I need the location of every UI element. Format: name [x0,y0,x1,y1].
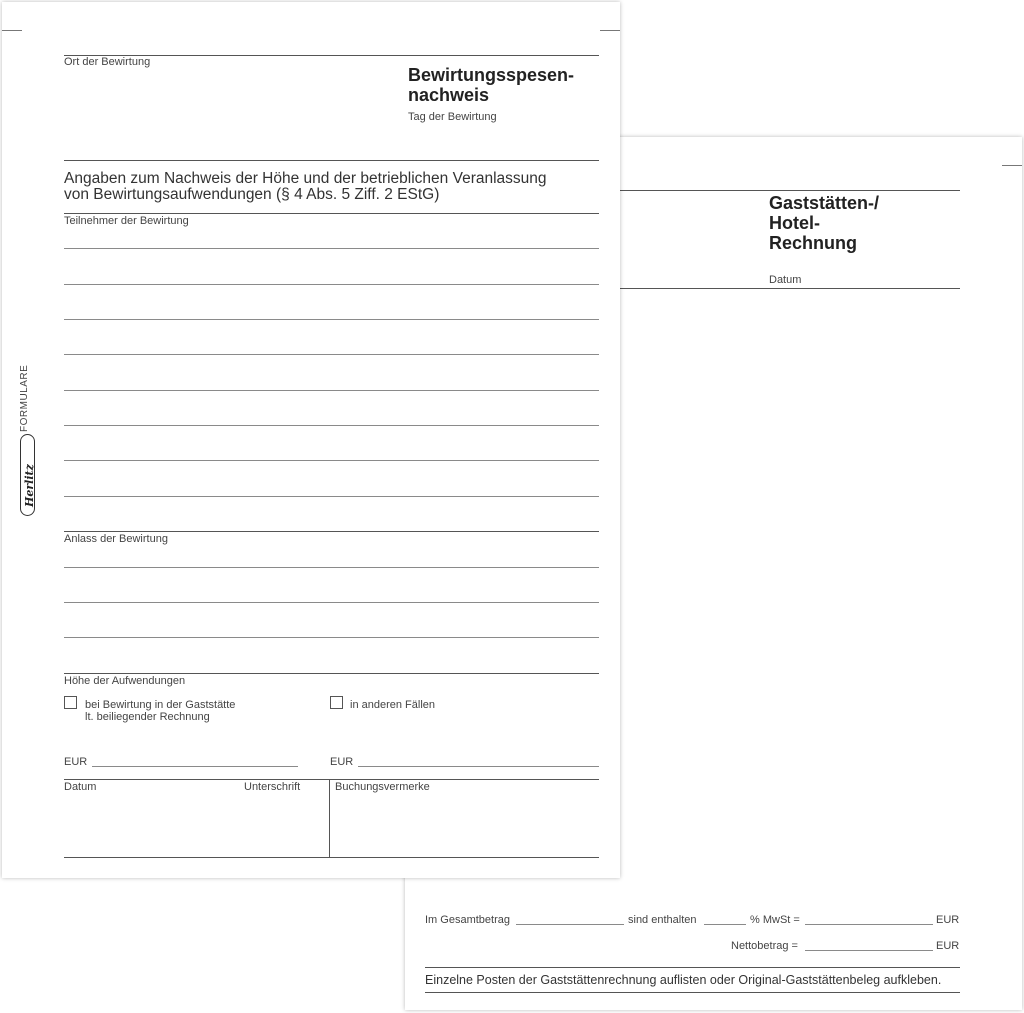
occasion-line[interactable] [64,602,599,603]
intro-top-rule [64,160,599,161]
fold-mark [1002,165,1022,166]
amount-top-rule [64,673,599,674]
date-label: Datum [64,781,97,793]
invoice-title-line-3: Rechnung [769,233,857,253]
footer-bottom-rule [425,992,960,993]
amount-right-field[interactable] [358,766,599,767]
amount-label: Höhe der Aufwendungen [64,675,186,687]
expense-title [408,65,574,105]
restaurant-option-line-1: bei Bewirtung in der Gaststätte [85,699,236,711]
intro-line-1: Angaben zum Nachweis der Höhe und der betrieblichen Veranlassung [64,170,547,187]
participant-line[interactable] [64,319,599,320]
header-top-rule [620,190,960,191]
brand-product-line: FORMULARE [19,364,30,432]
footer-note: Einzelne Posten der Gaststättenrechnung auflisten oder Original-Gaststättenbeleg aufkleben. [425,973,942,987]
netto-currency: EUR [936,940,960,952]
occasion-label: Anlass der Bewirtung [64,533,168,545]
amount-left-field[interactable] [92,766,298,767]
invoice-title [769,193,879,253]
fold-mark-left [2,30,22,31]
gesamtbetrag-label: Im Gesamtbetrag [425,914,510,926]
signature-divider [329,779,330,857]
netto-amount-field[interactable] [805,950,933,951]
participant-line[interactable] [64,496,599,497]
signature-bottom-rule [64,857,599,858]
other-checkbox[interactable] [330,696,343,709]
brand-strip [12,362,38,522]
restaurant-option-line-2: lt. beiliegender Rechnung [85,711,210,723]
invoice-title-line-1: Gaststätten-/ [769,193,880,213]
mwst-amount-field[interactable] [805,924,933,925]
mwst-currency: EUR [936,914,960,926]
netto-label: Nettobetrag = [731,940,798,952]
day-label: Tag der Bewirtung [408,111,497,123]
participants-label: Teilnehmer der Bewirtung [64,215,189,227]
currency-left-label: EUR [64,756,88,768]
participant-line[interactable] [64,390,599,391]
occasion-top-rule [64,531,599,532]
booking-label: Buchungsvermerke [335,781,430,793]
fold-mark-right [600,30,620,31]
participant-line[interactable] [64,248,599,249]
currency-right-label: EUR [330,756,354,768]
intro-bottom-rule [64,213,599,214]
intro-line-2: von Bewirtungsaufwendungen (§ 4 Abs. 5 Ziff. 2 EStG) [64,186,440,203]
enthalten-label: sind enthalten [628,914,697,926]
intro-text [64,171,547,203]
signature-label: Unterschrift [244,781,301,793]
participant-line[interactable] [64,354,599,355]
other-option-label: in anderen Fällen [350,699,436,711]
gesamtbetrag-field[interactable] [516,924,624,925]
expense-title-line-1: Bewirtungsspesen- [408,65,575,85]
participant-line[interactable] [64,425,599,426]
expense-sheet-front [2,2,620,878]
signature-top-rule [64,779,599,780]
invoice-date-label: Datum [769,274,802,286]
participant-line[interactable] [64,460,599,461]
footer-top-rule [425,967,960,968]
invoice-title-line-2: Hotel- [769,213,820,233]
brand-logo [20,434,35,516]
occasion-line[interactable] [64,637,599,638]
restaurant-option-label [85,699,235,723]
brand-logo-text: Herlitz [23,464,36,507]
participant-line[interactable] [64,284,599,285]
expense-title-line-2: nachweis [408,85,490,105]
mwst-label: % MwSt = [750,914,800,926]
mwst-rate-field[interactable] [704,924,746,925]
place-label: Ort der Bewirtung [64,56,151,68]
occasion-line[interactable] [64,567,599,568]
restaurant-checkbox[interactable] [64,696,77,709]
invoice-date-rule [620,288,960,289]
